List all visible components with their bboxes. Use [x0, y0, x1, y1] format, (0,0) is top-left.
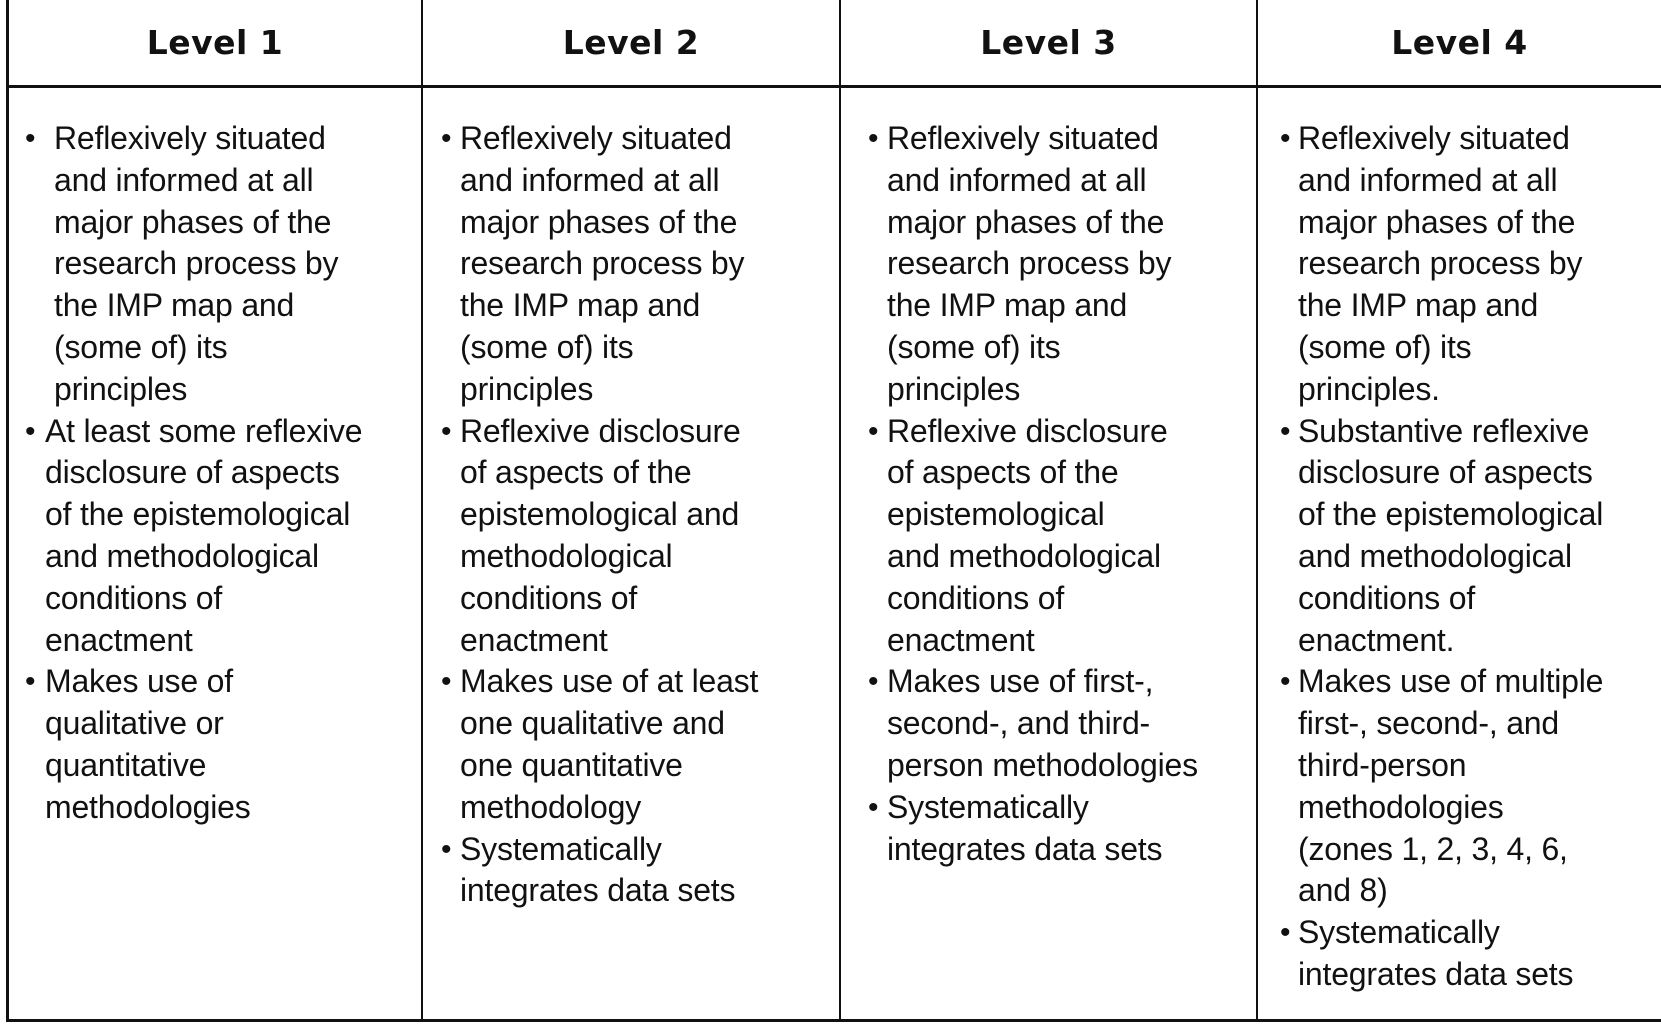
- bullet-icon: •: [25, 122, 36, 155]
- list-item: [9, 411, 421, 662]
- list-item: [841, 661, 1256, 786]
- column-header-level-2: Level 2: [423, 0, 841, 88]
- list-item: [9, 661, 421, 828]
- list-item-text: Reflexively situated and informed at all major phases of the research process by the IMP map and (some of) its principles: [54, 120, 339, 407]
- bullet-list: [423, 118, 839, 912]
- list-item-text: Reflexive disclosure of aspects of the epistemological and methodological conditions of enactment: [887, 412, 1168, 658]
- list-item-text: Makes use of multiple first-, second-, and third-person methodologies (zones 1, 2, 3, 4, 6, and 8): [1298, 663, 1604, 909]
- list-item: [423, 411, 839, 662]
- bullet-icon: •: [868, 414, 879, 448]
- column-header-level-4: Level 4: [1258, 0, 1661, 88]
- list-item: [423, 118, 839, 411]
- column-header-level-3: Level 3: [841, 0, 1258, 88]
- levels-table: [6, 0, 1661, 1022]
- list-item: [1258, 118, 1661, 411]
- bullet-icon: •: [25, 665, 36, 699]
- list-item-text: Makes use of at least one qualitative and one quantitative methodology: [460, 663, 759, 825]
- bullet-icon: •: [1280, 665, 1291, 699]
- bullet-list: [1258, 118, 1661, 996]
- bullet-list: [841, 118, 1256, 870]
- bullet-icon: •: [868, 790, 879, 824]
- list-item: [423, 829, 839, 913]
- column-body-level-3: [841, 88, 1258, 1019]
- column-header-level-1: Level 1: [9, 0, 423, 88]
- list-item-text: Systematically integrates data sets: [460, 830, 736, 909]
- list-item: [9, 118, 421, 411]
- list-item-text: Makes use of first-, second-, and third- person methodologies: [887, 663, 1198, 783]
- bullet-list: [9, 118, 421, 829]
- list-item-text: Systematically integrates data sets: [887, 788, 1163, 867]
- column-body-level-2: [423, 88, 841, 1019]
- bullet-icon: •: [1280, 122, 1291, 155]
- list-item-text: Substantive reflexive disclosure of aspects of the epistemological and methodological conditions of enactment.: [1298, 412, 1604, 658]
- bullet-icon: •: [868, 122, 879, 155]
- list-item: [841, 118, 1256, 411]
- list-item: [841, 787, 1256, 871]
- list-item: [1258, 661, 1661, 912]
- bullet-icon: •: [1280, 916, 1291, 950]
- bullet-icon: •: [441, 665, 452, 699]
- list-item: [423, 661, 839, 828]
- bullet-icon: •: [1280, 414, 1291, 448]
- column-body-level-1: [9, 88, 423, 1019]
- bullet-icon: •: [441, 414, 452, 448]
- list-item: [841, 411, 1256, 662]
- column-body-level-4: [1258, 88, 1661, 1019]
- list-item: [1258, 411, 1661, 662]
- list-item: [1258, 912, 1661, 996]
- list-item-text: Reflexive disclosure of aspects of the epistemological and methodological conditions of enactment: [460, 412, 741, 658]
- list-item-text: At least some reflexive disclosure of aspects of the epistemological and methodological conditions of enactment: [45, 412, 363, 658]
- list-item-text: Systematically integrates data sets: [1298, 914, 1574, 992]
- bullet-icon: •: [441, 832, 452, 866]
- list-item-text: Reflexively situated and informed at all major phases of the research process by the IMP map and (some of) its principles.: [1298, 120, 1583, 407]
- bullet-icon: •: [868, 665, 879, 699]
- list-item-text: Makes use of qualitative or quantitative methodologies: [45, 663, 251, 825]
- bullet-icon: •: [441, 122, 452, 155]
- bullet-icon: •: [25, 414, 36, 448]
- list-item-text: Reflexively situated and informed at all major phases of the research process by the IMP map and (some of) its principles: [887, 120, 1172, 407]
- list-item-text: Reflexively situated and informed at all major phases of the research process by the IMP map and (some of) its principles: [460, 120, 745, 407]
